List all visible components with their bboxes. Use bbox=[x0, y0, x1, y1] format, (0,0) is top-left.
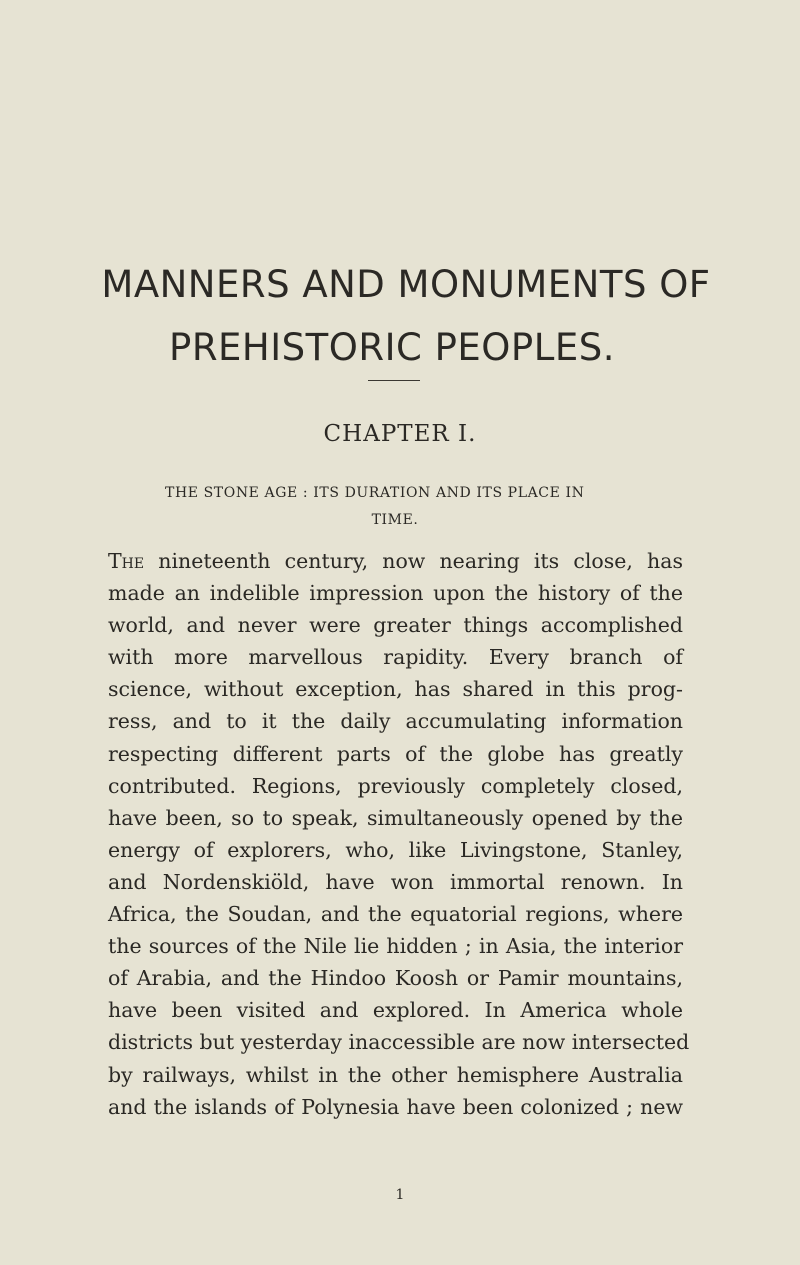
body-line: by railways, whilst in the other hemisphere Australia bbox=[108, 1062, 683, 1087]
body-line: science, without exception, has shared in this prog- bbox=[108, 677, 683, 702]
body-line: with more marvellous rapidity. Every branch of bbox=[108, 645, 683, 670]
body-line: and Nordenskiöld, have won immortal renown. In bbox=[108, 869, 683, 894]
body-line: respecting different parts of the globe has greatly bbox=[108, 741, 683, 766]
first-word: The bbox=[108, 549, 145, 573]
body-line: ress, and to it the daily accumulating information bbox=[108, 709, 683, 734]
body-line: of Arabia, and the Hindoo Koosh or Pamir mountains, bbox=[108, 966, 683, 991]
body-line: Africa, the Soudan, and the equatorial regions, where bbox=[108, 902, 683, 927]
chapter-subtitle-line-1: THE STONE AGE : ITS DURATION AND ITS PLACE IN bbox=[165, 485, 585, 501]
body-line: have been, so to speak, simultaneously opened by the bbox=[108, 805, 683, 830]
title-divider bbox=[368, 380, 420, 381]
body-line: the sources of the Nile lie hidden ; in Asia, the interior bbox=[108, 934, 683, 959]
chapter-heading: CHAPTER I. bbox=[323, 421, 477, 447]
body-line: made an indelible impression upon the history of the bbox=[108, 581, 683, 606]
book-title-line-2: PREHISTORIC PEOPLES. bbox=[169, 326, 615, 369]
body-line bbox=[108, 545, 683, 577]
body-line: world, and never were greater things accomplished bbox=[108, 613, 683, 638]
page-number: 1 bbox=[395, 1187, 405, 1203]
body-line: and the islands of Polynesia have been colonized ; new bbox=[108, 1094, 683, 1119]
chapter-subtitle-line-2: TIME. bbox=[371, 512, 419, 528]
body-line: contributed. Regions, previously completely closed, bbox=[108, 773, 683, 798]
body-paragraph bbox=[108, 545, 690, 1123]
body-line-text: nineteenth century, now nearing its close, has bbox=[144, 549, 683, 573]
body-line: energy of explorers, who, like Livingstone, Stanley, bbox=[108, 837, 683, 862]
body-line: districts but yesterday inaccessible are now intersected bbox=[108, 1030, 690, 1055]
book-title-line-1: MANNERS AND MONUMENTS OF bbox=[101, 263, 711, 306]
body-line: have been visited and explored. In America whole bbox=[108, 998, 683, 1023]
